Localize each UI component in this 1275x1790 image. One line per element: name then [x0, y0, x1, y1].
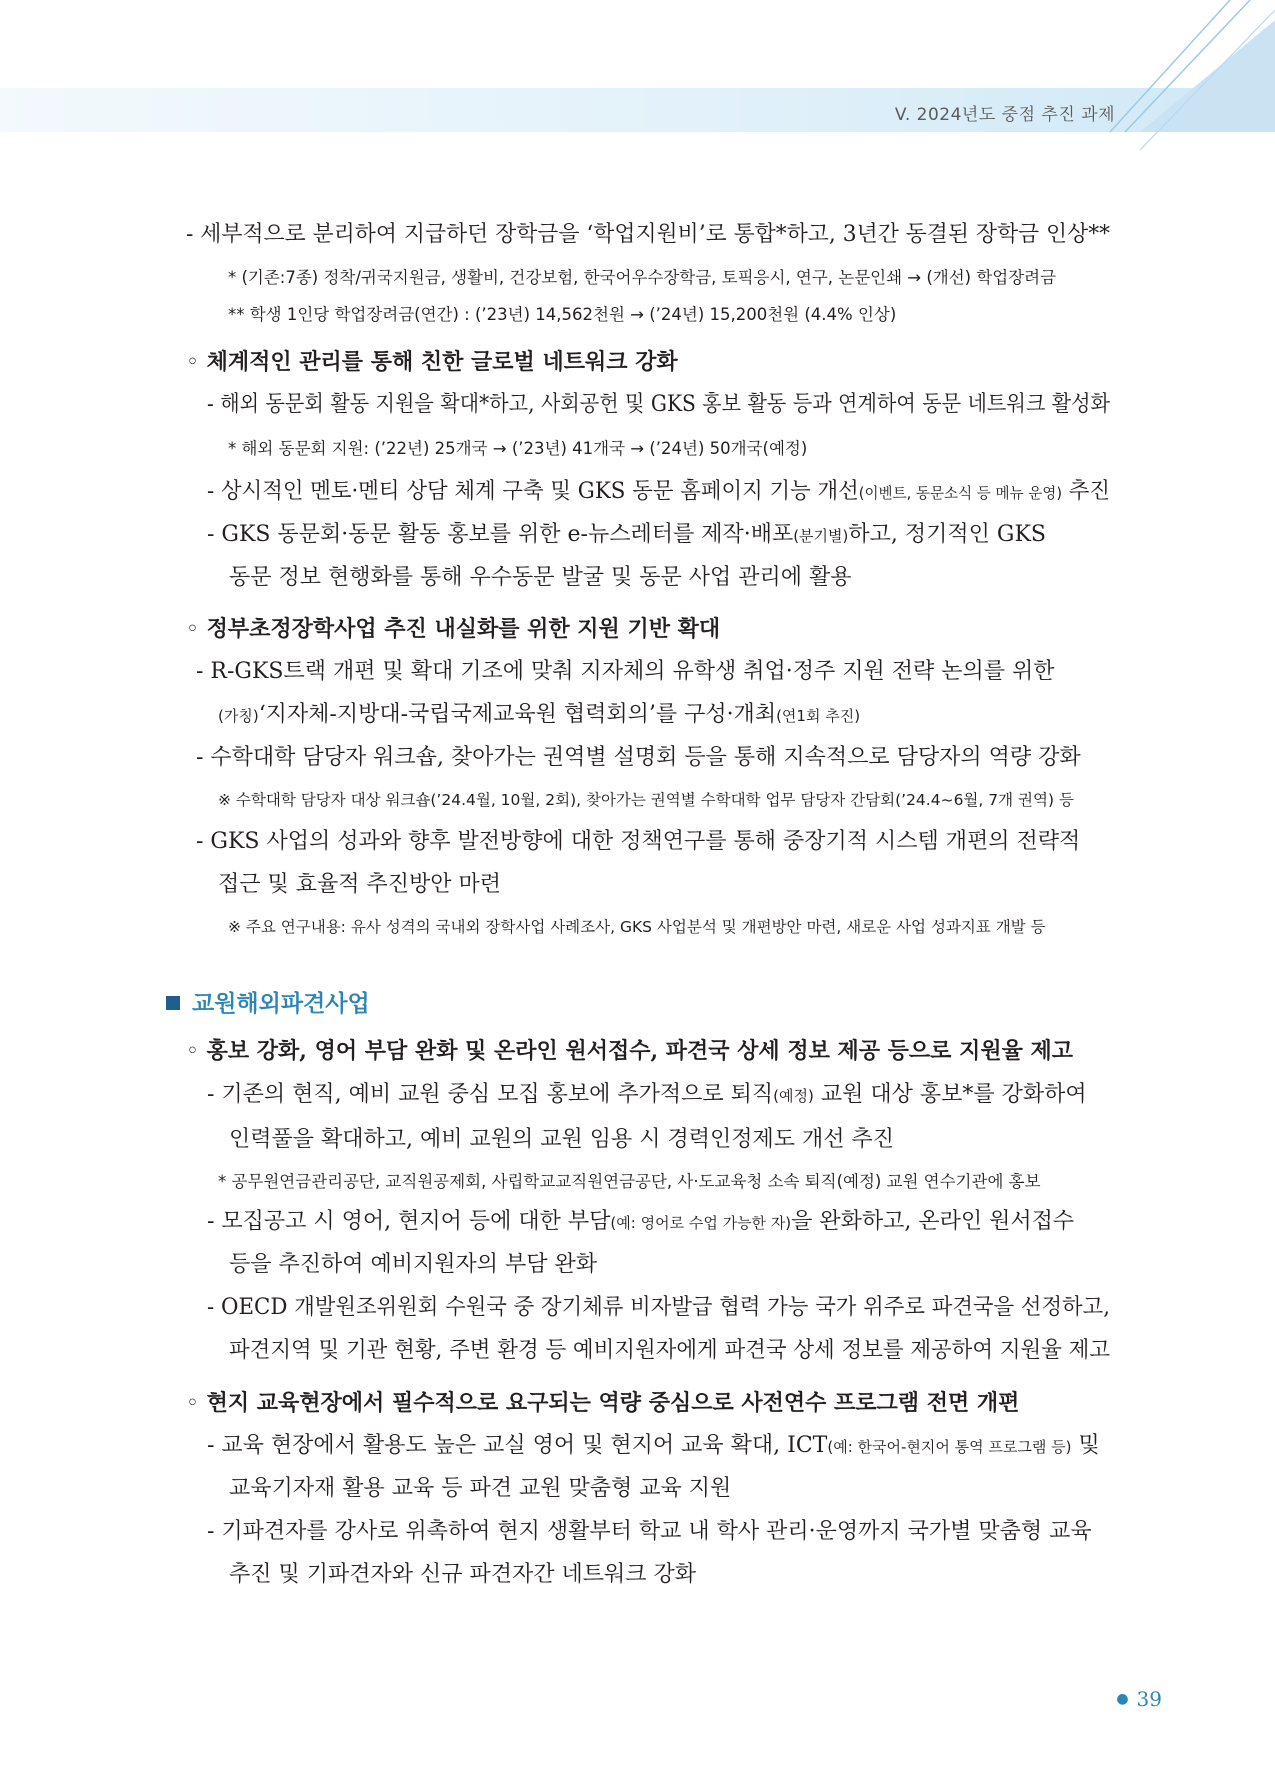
bullet-heading: ◦ 정부초정장학사업 추진 내실화를 위한 지원 기반 확대 [186, 616, 721, 642]
footnote-line: ※ 수학대학 담당자 대상 워크숍(’24.4월, 10월, 2회), 찾아가는 권역별 수학대학 업무 담당자 간담회(’24.4~6월, 7개 권역) 등 [218, 791, 1074, 809]
header-decoration [0, 0, 1275, 160]
bullet-dot-icon: ● [1116, 1691, 1129, 1707]
footnote-line: ** 학생 1인당 학업장려금(연간) : (’23년) 14,562천원 → (’24년) 15,200천원 (4.4% 인상) [228, 305, 897, 324]
text-line: - 수학대학 담당자 워크숍, 찾아가는 권역별 설명회 등을 통해 지속적으로 담당자의 역량 강화 [196, 745, 1081, 770]
running-head: V. 2024년도 중점 추진 과제 [894, 105, 1115, 125]
text-line: - OECD 개발원조위원회 수원국 중 장기체류 비자발급 협력 가능 국가 위주로 파견국을 선정하고, [207, 1295, 1111, 1320]
text-line: - R-GKS트랙 개편 및 확대 기조에 맞춰 지자체의 유학생 취업·정주 지원 전략 논의를 위한 [196, 659, 1055, 684]
text-line: - 기파견자를 강사로 위촉하여 현지 생활부터 학교 내 학사 관리·운영까지 국가별 맞춤형 교육 [207, 1519, 1092, 1544]
footnote-line: * 공무원연금관리공단, 교직원공제회, 사립학교교직원연금공단, 사·도교육청 소속 퇴직(예정) 교원 연수기관에 홍보 [218, 1172, 1041, 1191]
text-line: - GKS 사업의 성과와 향후 발전방향에 대한 정책연구를 통해 중장기적 시스템 개편의 전략적 [196, 829, 1081, 854]
section-heading: 교원해외파견사업 [166, 985, 370, 1018]
text-line: 동문 정보 현행화를 통해 우수동문 발굴 및 동문 사업 관리에 활용 [229, 565, 852, 590]
bullet-heading: ◦ 체계적인 관리를 통해 친한 글로벌 네트워크 강화 [186, 349, 678, 375]
text-line: 파견지역 및 기관 현황, 주변 환경 등 예비지원자에게 파견국 상세 정보를 제공하여 지원율 제고 [229, 1338, 1111, 1363]
bullet-heading: ◦ 현지 교육현장에서 필수적으로 요구되는 역량 중심으로 사전연수 프로그램 전면 개편 [186, 1390, 1020, 1416]
text-line: - GKS 동문회·동문 활동 홍보를 위한 e-뉴스레터를 제작·배포(분기별)하고, 정기적인 GKS [207, 522, 1046, 547]
text-line: - 해외 동문회 활동 지원을 확대*하고, 사회공헌 및 GKS 홍보 활동 등과 연계하여 동문 네트워크 활성화 [207, 392, 1110, 417]
footnote-line: ※ 주요 연구내용: 유사 성격의 국내외 장학사업 사례조사, GKS 사업분석 및 개편방안 마련, 새로운 사업 성과지표 개발 등 [228, 918, 1046, 936]
text-line: - 모집공고 시 영어, 현지어 등에 대한 부담(예: 영어로 수업 가능한 자)을 완화하고, 온라인 원서접수 [207, 1209, 1075, 1234]
page-number: ● 39 [1116, 1687, 1162, 1711]
text-line: (가칭)‘지자체-지방대-국립국제교육원 협력회의’를 구성·개최(연1회 추진) [218, 702, 861, 727]
text-line: - 교육 현장에서 활용도 높은 교실 영어 및 현지어 교육 확대, ICT(예: 한국어-현지어 통역 프로그램 등) 및 [207, 1433, 1100, 1458]
text-line: 추진 및 기파견자와 신규 파견자간 네트워크 강화 [229, 1562, 697, 1587]
bullet-heading: ◦ 홍보 강화, 영어 부담 완화 및 온라인 원서접수, 파견국 상세 정보 제공 등으로 지원율 제고 [186, 1038, 1074, 1064]
section-square-icon [166, 996, 180, 1010]
footnote-line: * (기존:7종) 정착/귀국지원금, 생활비, 건강보험, 한국어우수장학금, 토픽응시, 연구, 논문인쇄 → (개선) 학업장려금 [228, 268, 1057, 287]
text-line: - 상시적인 멘토·멘티 상담 체계 구축 및 GKS 동문 홈페이지 기능 개선(이벤트, 동문소식 등 메뉴 운영) 추진 [207, 479, 1111, 504]
text-line: 등을 추진하여 예비지원자의 부담 완화 [229, 1252, 598, 1277]
text-line: - 기존의 현직, 예비 교원 중심 모집 홍보에 추가적으로 퇴직(예정) 교원 대상 홍보*를 강화하여 [207, 1082, 1087, 1107]
footnote-line: * 해외 동문회 지원: (’22년) 25개국 → (’23년) 41개국 → (’24년) 50개국(예정) [228, 439, 808, 458]
text-line: 교육기자재 활용 교육 등 파견 교원 맞춤형 교육 지원 [229, 1476, 732, 1501]
text-line: 접근 및 효율적 추진방안 마련 [218, 872, 501, 897]
text-line: - 세부적으로 분리하여 지급하던 장학금을 ‘학업지원비’로 통합*하고, 3년간 동결된 장학금 인상** [186, 222, 1111, 247]
text-line: 인력풀을 확대하고, 예비 교원의 교원 임용 시 경력인정제도 개선 추진 [229, 1127, 894, 1152]
